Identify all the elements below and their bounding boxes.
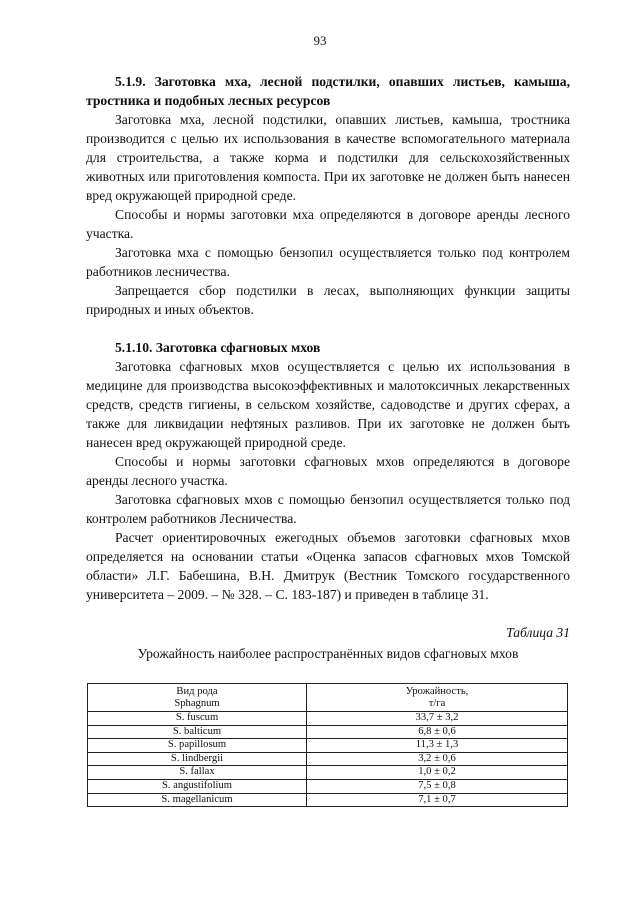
paragraph: Способы и нормы заготовки сфагновых мхов определяются в договоре аренды лесного участка. (86, 454, 570, 488)
paragraph: Заготовка мха, лесной подстилки, опавших листьев, камыша, тростника производится с целью их использования в качестве вспомогательного материала для строительства, а также корма и подстилки для сельскохозяйственных животных или приготовления компоста. При их заготовке не должен быть нанесен вред окружающей природной среде. (86, 112, 570, 203)
paragraph: Расчет ориентировочных ежегодных объемов заготовки сфагновых мхов определяется на основании статьи «Оценка запасов сфагновых мхов Томской области» Л.Г. Бабешина, В.Н. Дмитрук (Вестник Томского государственного университета – 2009. – № 328. – С. 183-187) и приведен в таблице 31. (86, 530, 570, 602)
paragraph: Запрещается сбор подстилки в лесах, выполняющих функции защиты природных и иных объектов. (86, 283, 570, 317)
page-number: 93 (313, 33, 327, 48)
page-content (86, 72, 570, 807)
species-cell: S. angustifolium (88, 779, 307, 793)
table-header-row (88, 684, 568, 712)
yield-cell: 11,3 ± 1,3 (307, 739, 568, 753)
yield-cell: 7,5 ± 0,8 (307, 779, 568, 793)
table-row (88, 712, 568, 726)
paragraph: Способы и нормы заготовки мха определяются в договоре аренды лесного участка. (86, 207, 570, 241)
species-cell: S. magellanicum (88, 793, 307, 807)
species-cell: S. fuscum (88, 712, 307, 726)
yield-cell: 3,2 ± 0,6 (307, 752, 568, 766)
table-row (88, 793, 568, 807)
paragraph: Заготовка сфагновых мхов осуществляется с целью их использования в медицине для производства высокоэффективных и малотоксичных лекарственных средств, средств гигиены, в сельском хозяйстве, садоводстве и других сферах, а также для ликвидации нефтяных разливов. При их заготовке не должен быть нанесен вред окружающей природной среде. (86, 359, 570, 450)
species-cell: S. balticum (88, 725, 307, 739)
table-row (88, 739, 568, 753)
table-caption: Урожайность наиболее распространённых видов сфагновых мхов (137, 646, 519, 661)
table-row (88, 725, 568, 739)
section-heading-5-1-9: 5.1.9. Заготовка мха, лесной подстилки, опавших листьев, камыша, тростника и подобных лесных ресурсов (86, 74, 570, 108)
header-yield: Урожайность, т/га (307, 684, 568, 712)
table-label: Таблица 31 (506, 625, 570, 640)
yield-table (87, 683, 568, 807)
header-species: Вид рода Sphagnum (88, 684, 307, 712)
species-cell: S. lindbergii (88, 752, 307, 766)
table-row (88, 752, 568, 766)
paragraph: Заготовка мха с помощью бензопил осуществляется только под контролем работников лесничества. (86, 245, 570, 279)
table-row (88, 779, 568, 793)
yield-cell: 6,8 ± 0,6 (307, 725, 568, 739)
species-cell: S. papillosum (88, 739, 307, 753)
paragraph: Заготовка сфагновых мхов с помощью бензопил осуществляется только под контролем работников Лесничества. (86, 492, 570, 526)
section-heading-5-1-10: 5.1.10. Заготовка сфагновых мхов (115, 340, 321, 355)
yield-cell: 1,0 ± 0,2 (307, 766, 568, 780)
species-cell: S. fallax (88, 766, 307, 780)
table-row (88, 766, 568, 780)
yield-cell: 7,1 ± 0,7 (307, 793, 568, 807)
yield-cell: 33,7 ± 3,2 (307, 712, 568, 726)
